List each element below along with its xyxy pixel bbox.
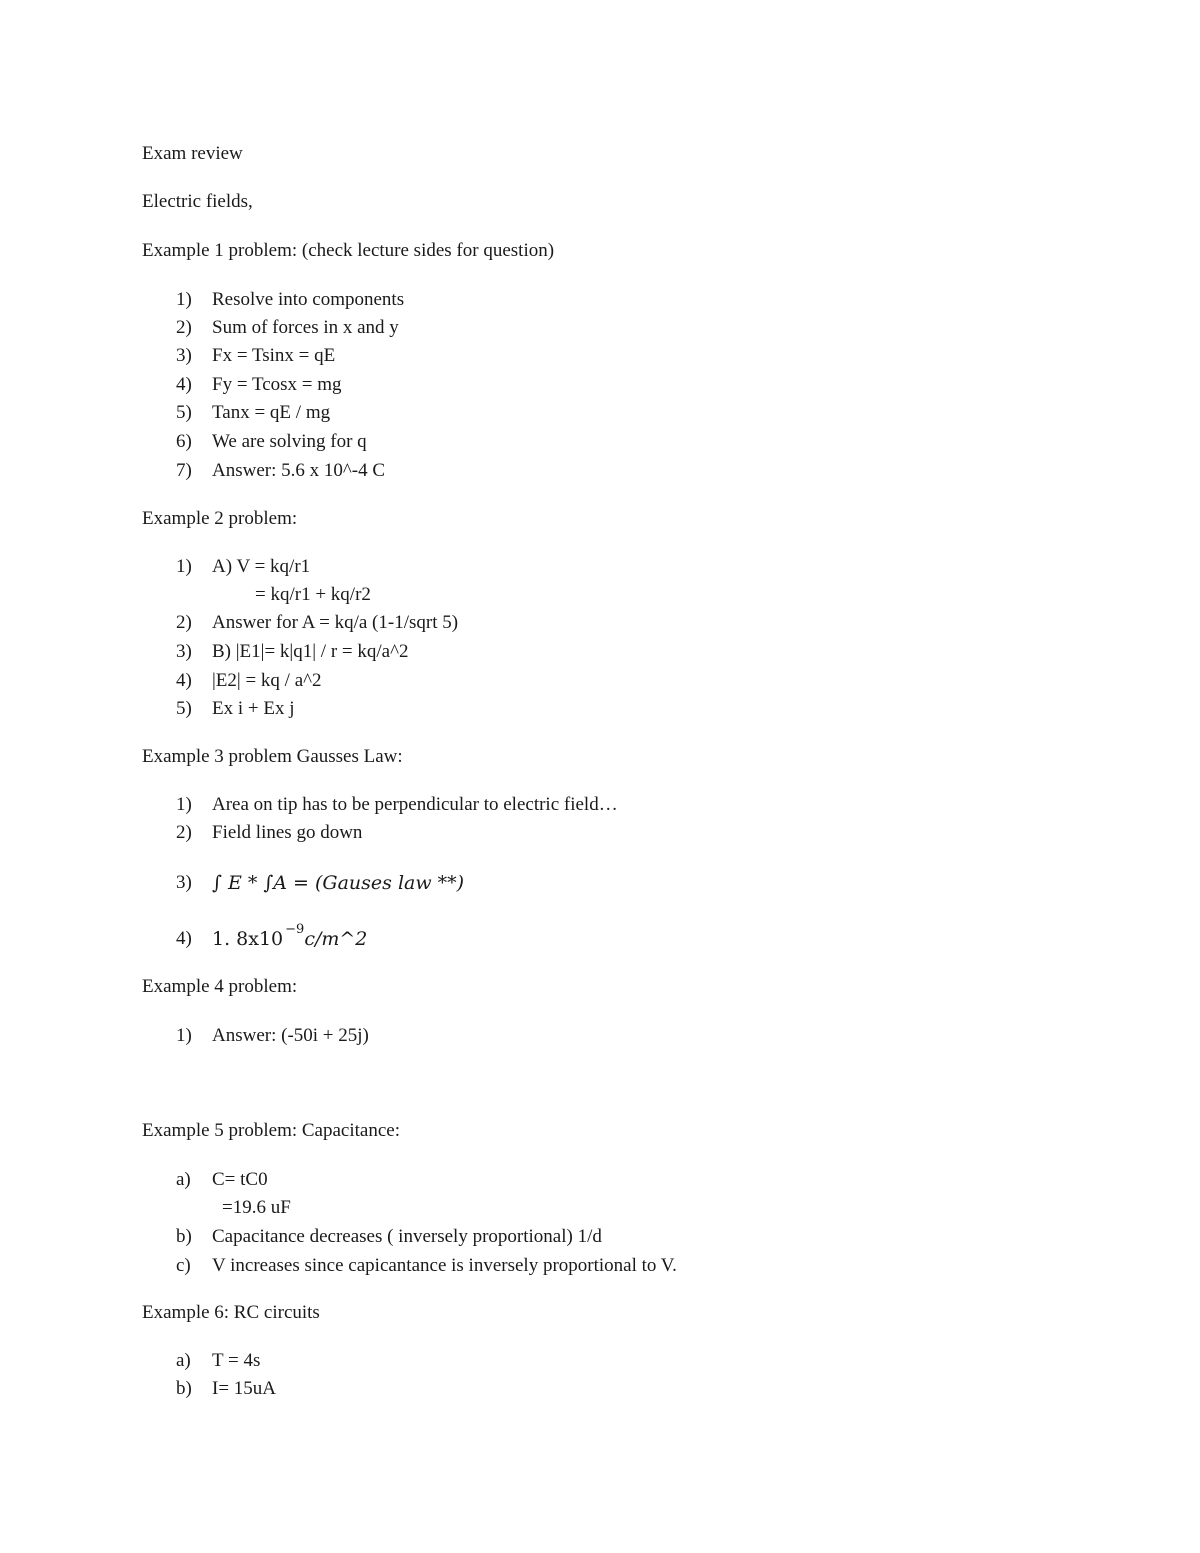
list-item: Fy = Tcosx = mg — [212, 374, 342, 395]
list-letter: a) — [176, 1350, 191, 1371]
list-number: 2) — [176, 317, 192, 338]
list-number: 2) — [176, 612, 192, 633]
list-item: Capacitance decreases ( inversely proportional) 1/d — [212, 1226, 602, 1247]
list-number: 3) — [176, 641, 192, 662]
list-item: A) V = kq/r1 — [212, 556, 311, 577]
list-item: Ex i + Ex j — [212, 698, 295, 719]
example-3-heading: Example 3 problem Gausses Law: — [142, 746, 403, 767]
example-5-heading: Example 5 problem: Capacitance: — [142, 1120, 400, 1141]
list-item: Answer for A = kq/a (1-1/sqrt 5) — [212, 612, 459, 633]
list-letter: b) — [176, 1226, 192, 1247]
list-item: Field lines go down — [212, 822, 363, 843]
answer-exponent: −9 — [285, 922, 305, 937]
list-number: 3) — [176, 872, 192, 893]
list-item: B) |E1|= k|q1| / r = kq/a^2 — [212, 641, 409, 662]
list-item: Answer: (-50i + 25j) — [212, 1025, 369, 1046]
list-item: Resolve into components — [212, 289, 405, 310]
list-letter: a) — [176, 1169, 191, 1190]
list-number: 1) — [176, 289, 192, 310]
list-number: 4) — [176, 928, 192, 949]
list-item: V increases since capicantance is inversely proportional to V. — [212, 1255, 677, 1276]
example-1-heading: Example 1 problem: (check lecture sides for question) — [142, 240, 555, 261]
list-item: Fx = Tsinx = qE — [212, 345, 336, 366]
list-number: 7) — [176, 460, 192, 481]
example-6-heading: Example 6: RC circuits — [142, 1302, 320, 1323]
list-item: C= tC0 — [212, 1169, 268, 1190]
gauss-law-equation: ∫ E * ∫A = (Gauses law **) — [212, 872, 465, 894]
example-4-heading: Example 4 problem: — [142, 976, 298, 997]
answer-unit: c/m^2 — [304, 928, 368, 950]
list-item: Tanx = qE / mg — [212, 402, 331, 423]
list-number: 1) — [176, 794, 192, 815]
list-item: We are solving for q — [212, 431, 367, 452]
list-item: |E2| = kq / a^2 — [212, 670, 322, 691]
answer-base: 1. 8x10 — [212, 928, 284, 950]
list-number: 5) — [176, 698, 192, 719]
list-item: I= 15uA — [212, 1378, 277, 1399]
list-number: 5) — [176, 402, 192, 423]
list-item: T = 4s — [212, 1350, 261, 1371]
list-number: 6) — [176, 431, 192, 452]
flux-density-answer — [212, 922, 368, 953]
topic-line: Electric fields, — [142, 191, 253, 212]
list-letter: b) — [176, 1378, 192, 1399]
list-item-continuation: = kq/r1 + kq/r2 — [255, 584, 371, 605]
list-item: Sum of forces in x and y — [212, 317, 399, 338]
list-number: 3) — [176, 345, 192, 366]
list-letter: c) — [176, 1255, 191, 1276]
list-number: 4) — [176, 670, 192, 691]
document-title: Exam review — [142, 143, 243, 164]
list-number: 2) — [176, 822, 192, 843]
list-number: 4) — [176, 374, 192, 395]
list-item: Area on tip has to be perpendicular to electric field… — [212, 794, 618, 815]
example-2-heading: Example 2 problem: — [142, 508, 298, 529]
list-item: Answer: 5.6 x 10^-4 C — [212, 460, 386, 481]
list-item-continuation: =19.6 uF — [222, 1197, 291, 1218]
list-number: 1) — [176, 1025, 192, 1046]
list-number: 1) — [176, 556, 192, 577]
